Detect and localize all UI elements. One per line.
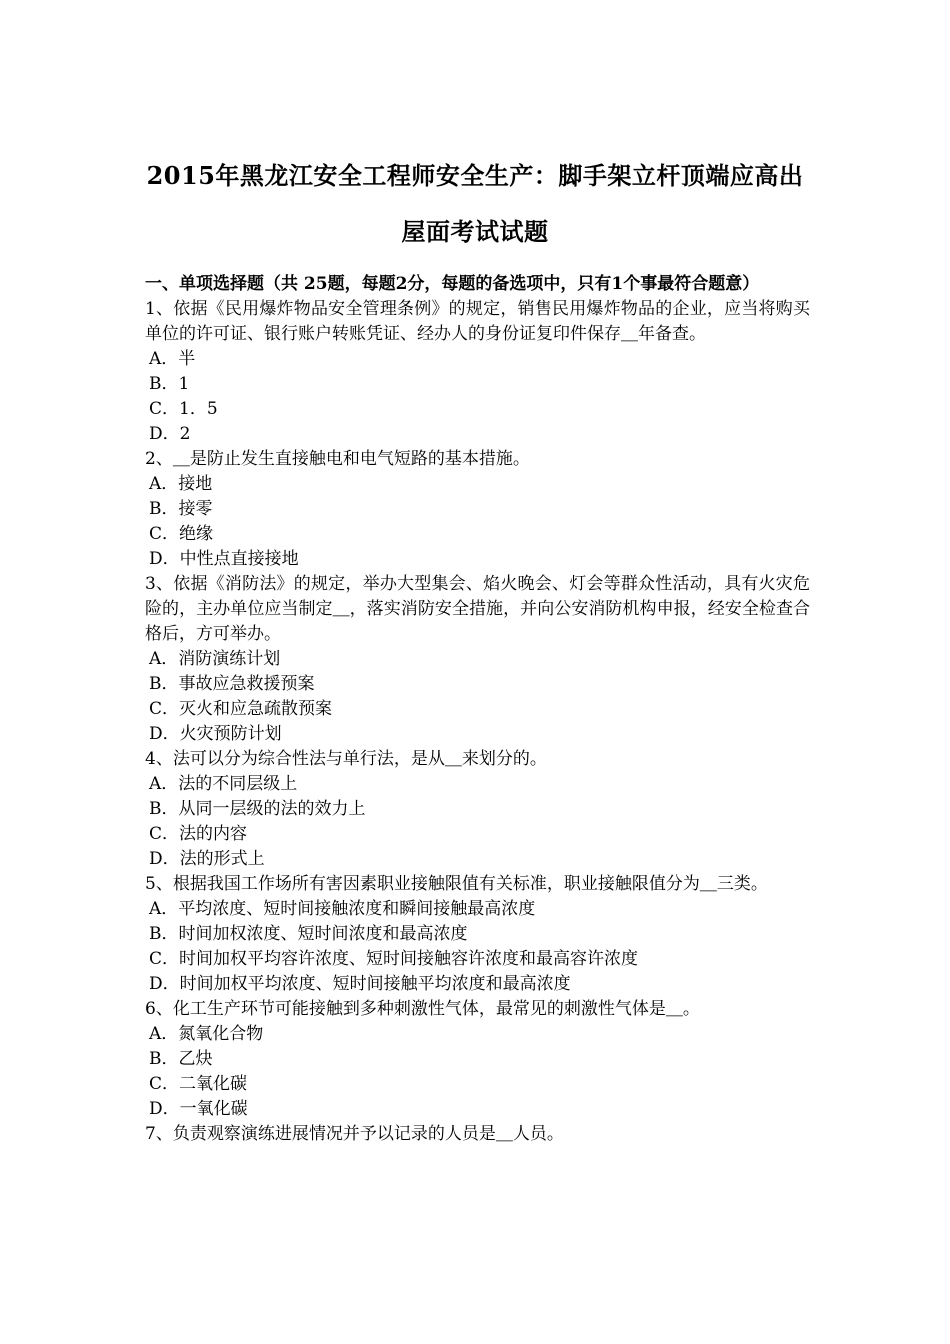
option-d: D．一氧化碳 (149, 1099, 248, 1119)
option-a: A．氮氧化合物 (149, 1024, 264, 1044)
question-2 (145, 447, 810, 572)
option-a: A．平均浓度、短时间接触浓度和瞬间接触最高浓度 (149, 899, 536, 919)
question-stem: 1、依据《民用爆炸物品安全管理条例》的规定，销售民用爆炸物品的企业，应当将购买单位的许可证、银行账户转账凭证、经办人的身份证复印件保存＿年备查。 (145, 299, 810, 344)
question-stem: 6、化工生产环节可能接触到多种刺激性气体，最常见的刺激性气体是＿。 (145, 999, 700, 1019)
question-stem: 7、负责观察演练进展情况并予以记录的人员是＿人员。 (145, 1124, 564, 1144)
option-d: D．火灾预防计划 (149, 724, 282, 744)
option-c: C．时间加权平均容许浓度、短时间接触容许浓度和最高容许浓度 (149, 949, 639, 969)
option-b: B．1 (149, 374, 190, 394)
section-heading: 一、单项选择题（共 25题，每题2分，每题的备选项中，只有1个事最符合题意） (145, 274, 760, 294)
question-stem: 5、根据我国工作场所有害因素职业接触限值有关标准，职业接触限值分为＿三类。 (145, 874, 768, 894)
option-d: D．法的形式上 (149, 849, 265, 869)
option-b: B．乙炔 (149, 1049, 213, 1069)
question-3 (145, 572, 810, 747)
question-1 (145, 297, 810, 447)
question-stem: 2、＿是防止发生直接触电和电气短路的基本措施。 (145, 449, 530, 469)
option-c: C．1．5 (149, 399, 218, 419)
option-b: B．时间加权浓度、短时间浓度和最高浓度 (149, 924, 468, 944)
option-d: D．时间加权平均浓度、短时间接触平均浓度和最高浓度 (149, 974, 571, 994)
question-6 (145, 997, 810, 1122)
document-title: 2015年黑龙江安全工程师安全生产：脚手架立杆顶端应高出屋面考试试题 (146, 161, 804, 246)
option-c: C．法的内容 (149, 824, 248, 844)
option-b: B．接零 (149, 499, 213, 519)
question-7 (145, 1122, 810, 1147)
option-a: A．半 (149, 349, 196, 369)
option-a: A．接地 (149, 474, 213, 494)
option-b: B．事故应急救援预案 (149, 674, 315, 694)
option-c: C．灭火和应急疏散预案 (149, 699, 333, 719)
question-4 (145, 747, 810, 872)
option-a: A．消防演练计划 (149, 649, 281, 669)
question-stem: 4、法可以分为综合性法与单行法，是从＿来划分的。 (145, 749, 547, 769)
option-c: C．二氧化碳 (149, 1074, 248, 1094)
document-body (145, 272, 810, 1147)
question-stem: 3、依据《消防法》的规定，举办大型集会、焰火晚会、灯会等群众性活动，具有火灾危险的，主办单位应当制定＿，落实消防安全措施，并向公安消防机构申报，经安全检查合格后，方可举办。 (145, 574, 810, 644)
option-c: C．绝缘 (149, 524, 214, 544)
option-d: D．中性点直接接地 (149, 549, 299, 569)
question-5 (145, 872, 810, 997)
option-d: D．2 (149, 424, 191, 444)
option-a: A．法的不同层级上 (149, 774, 298, 794)
option-b: B．从同一层级的法的效力上 (149, 799, 366, 819)
